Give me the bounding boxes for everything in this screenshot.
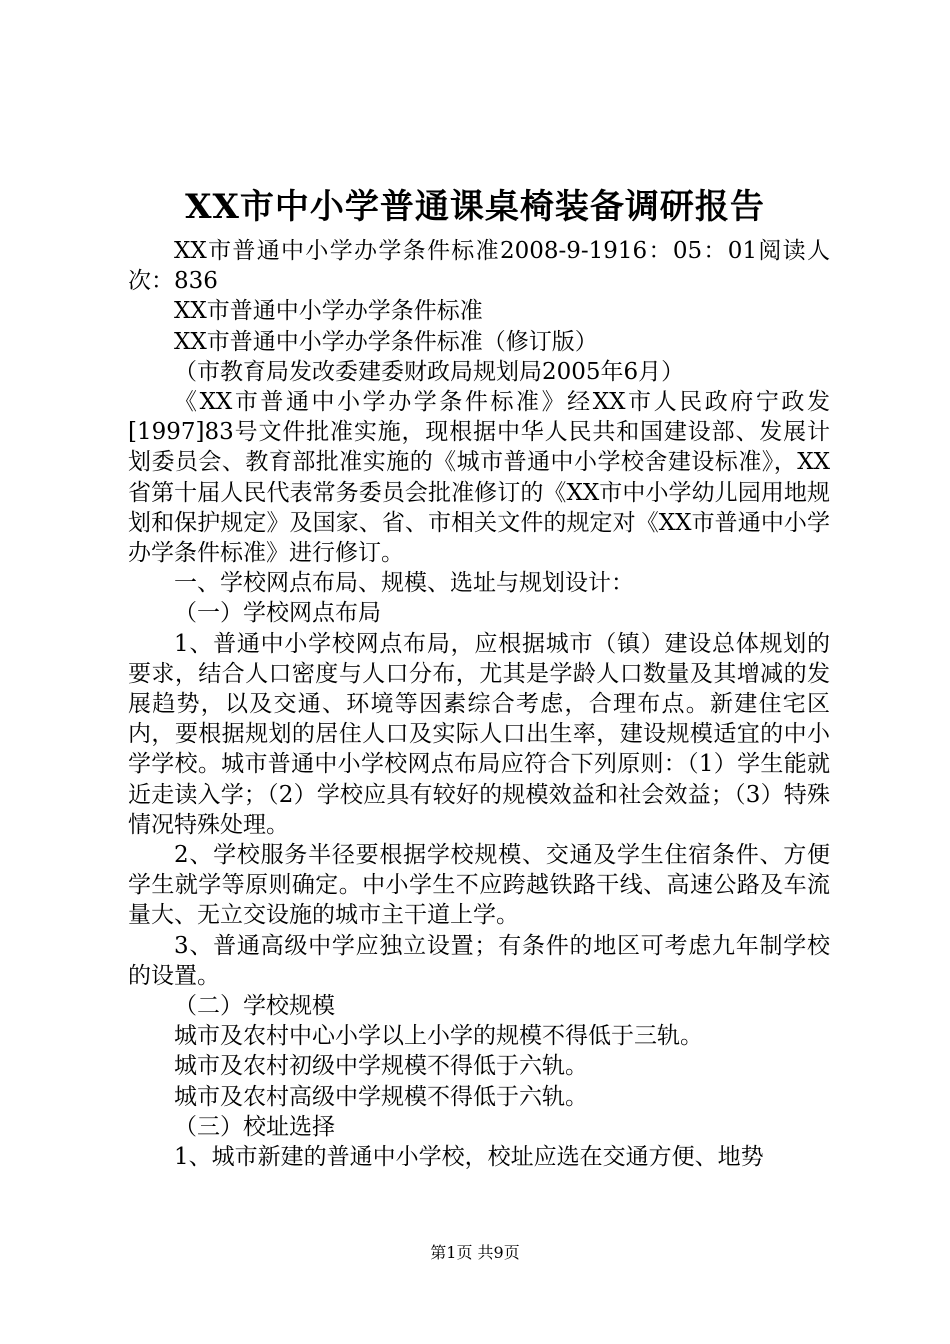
paragraph: XX市普通中小学办学条件标准 xyxy=(174,298,483,325)
paragraph: （二）学校规模 xyxy=(174,993,335,1020)
paragraph: 1、普通中小学校网点布局，应根据城市（镇）建设总体规划的要求，结合人口密度与人口分布，尤其是学龄人口数量及其增减的发展趋势，以及交通、环境等因素综合考虑，合理布点。新建住宅区内，要根据规划的居住人口及实际人口出生率，建设规模适宜的中小学学校。城市普通中小学校网点布局应符合下列原则：（1）学生能就近走读入学；（2）学校应具有较好的规模效益和社会效益；（3）特殊情况特殊处理。 xyxy=(128,630,830,838)
paragraph: 城市及农村中心小学以上小学的规模不得低于三轨。 xyxy=(174,1023,703,1050)
paragraph: （一）学校网点布局 xyxy=(174,600,381,627)
page-footer: 第1页 共9页 xyxy=(430,1243,520,1262)
paragraph: 《XX市普通中小学办学条件标准》经XX市人民政府宁政发[1997]83号文件批准实施，现根据中华人民共和国建设部、发展计划委员会、教育部批准实施的《城市普通中小学校舍建设标准》，XX省第十届人民代表常务委员会批准修订的《XX市中小学幼儿园用地规划和保护规定》及国家、省、市相关文件的规定对《XX市普通中小学办学条件标准》进行修订。 xyxy=(128,389,830,567)
paragraph: 3、普通高级中学应独立设置；有条件的地区可考虑九年制学校的设置。 xyxy=(128,932,830,989)
paragraph: XX市普通中小学办学条件标准（修订版） xyxy=(174,328,598,355)
document-title: XX市中小学普通课桌椅装备调研报告 xyxy=(185,187,765,227)
paragraph: XX市普通中小学办学条件标准2008-9-1916：05：01阅读人次：836 xyxy=(128,238,830,295)
paragraph: （市教育局发改委建委财政局规划局2005年6月） xyxy=(174,358,685,385)
paragraph: 城市及农村高级中学规模不得低于六轨。 xyxy=(174,1083,588,1110)
paragraph: 一、学校网点布局、规模、选址与规划设计： xyxy=(174,570,634,597)
document-body xyxy=(128,236,830,1172)
paragraph: （三）校址选择 xyxy=(174,1113,335,1140)
paragraph: 城市及农村初级中学规模不得低于六轨。 xyxy=(174,1053,588,1080)
paragraph: 1、城市新建的普通中小学校，校址应选在交通方便、地势 xyxy=(174,1144,764,1171)
paragraph: 2、学校服务半径要根据学校规模、交通及学生住宿条件、方便学生就学等原则确定。中小学生不应跨越铁路干线、高速公路及车流量大、无立交设施的城市主干道上学。 xyxy=(128,842,830,929)
